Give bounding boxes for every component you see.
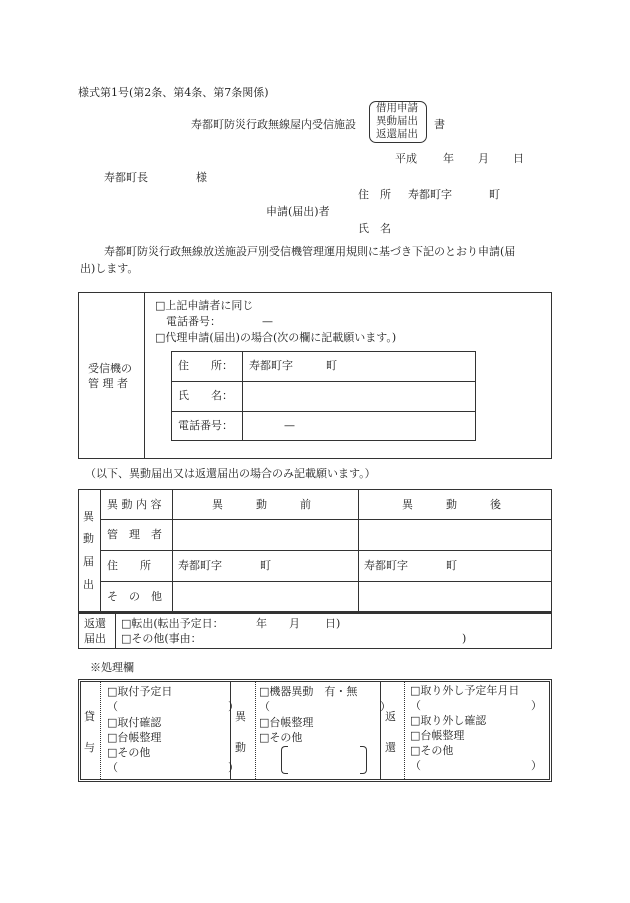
proxy-address-town: 町 bbox=[326, 359, 337, 372]
move-bracket-right bbox=[360, 746, 367, 774]
processing-title: ※処理欄 bbox=[90, 661, 134, 674]
date-month: 月 bbox=[478, 152, 489, 165]
manager-phone-label: 電話番号： bbox=[166, 315, 221, 328]
proxy-phone-label: 電話番号： bbox=[178, 419, 233, 432]
row-address: 住 所 bbox=[107, 559, 151, 572]
move-other[interactable]: □その他 bbox=[259, 731, 303, 744]
option-proxy[interactable]: □代理申請(届出)の場合(次の欄に記載願います。) bbox=[155, 331, 397, 344]
option-same-as-applicant[interactable]: □上記申請者に同じ bbox=[155, 299, 254, 312]
change-side-4: 出 bbox=[83, 578, 94, 591]
option-move-out[interactable]: □転出(転出予定日： bbox=[121, 617, 224, 630]
move-equipment[interactable]: □機器異動 有・無 bbox=[259, 685, 358, 698]
manager-phone-dash: — bbox=[262, 315, 273, 328]
lend-other[interactable]: □その他 bbox=[107, 746, 151, 759]
address-town: 町 bbox=[489, 188, 500, 201]
title-option-return: 返還届出 bbox=[376, 128, 418, 140]
ret-label-2: 還 bbox=[385, 741, 396, 754]
date-year: 年 bbox=[443, 152, 454, 165]
move-label-1: 異 bbox=[235, 710, 246, 723]
move-equipment-paren: （ ） bbox=[259, 700, 391, 713]
after-town: 町 bbox=[446, 559, 457, 572]
move-ledger[interactable]: □台帳整理 bbox=[259, 716, 314, 729]
ret-removal-date[interactable]: □取り外し予定年月日 bbox=[410, 684, 520, 697]
after-address: 寿都町字 bbox=[364, 559, 408, 572]
ret-ledger[interactable]: □台帳整理 bbox=[410, 729, 465, 742]
manager-label-line2: 管 理 者 bbox=[88, 377, 128, 390]
move-day: 日) bbox=[325, 617, 341, 630]
form-title: 寿都町防災行政無線屋内受信施設 bbox=[191, 118, 356, 131]
ret-label-1: 返 bbox=[385, 710, 396, 723]
lend-install-date[interactable]: □取付予定日 bbox=[107, 685, 173, 698]
body-text-line1: 寿都町防災行政無線放送施設戸別受信機管理運用規則に基づき下記のとおり申請(届 bbox=[104, 245, 516, 258]
lend-ledger[interactable]: □台帳整理 bbox=[107, 731, 162, 744]
col-before: 異 動 前 bbox=[212, 498, 311, 511]
date-day: 日 bbox=[513, 152, 524, 165]
ret-other[interactable]: □その他 bbox=[410, 744, 454, 757]
title-suffix: 書 bbox=[434, 118, 445, 131]
change-side-2: 動 bbox=[83, 532, 94, 545]
form-number: 様式第1号(第2条、第4条、第7条関係) bbox=[78, 86, 269, 99]
col-change-item: 異 動 内 容 bbox=[107, 498, 162, 511]
addressee: 寿都町長 bbox=[104, 171, 148, 184]
proxy-phone-dash: — bbox=[284, 419, 295, 432]
lend-other-paren: （ ） bbox=[107, 761, 239, 774]
proxy-name-label: 氏 名： bbox=[178, 389, 233, 402]
proxy-address-label: 住 所： bbox=[178, 359, 233, 372]
row-manager: 管 理 者 bbox=[107, 528, 162, 541]
col-after: 異 動 後 bbox=[402, 498, 501, 511]
change-side-3: 届 bbox=[83, 555, 94, 568]
return-label-line1: 返還 bbox=[84, 617, 106, 630]
change-side-1: 異 bbox=[83, 510, 94, 523]
move-label-2: 動 bbox=[235, 741, 246, 754]
ret-other-paren: （ ） bbox=[410, 759, 542, 772]
ret-removal-date-paren: （ ） bbox=[410, 699, 542, 712]
title-option-change: 異動届出 bbox=[376, 115, 418, 127]
lend-label-1: 貸 bbox=[84, 710, 95, 723]
return-other-close: ) bbox=[462, 632, 467, 645]
lend-install-confirm[interactable]: □取付確認 bbox=[107, 716, 162, 729]
lend-install-date-paren: （ ） bbox=[107, 700, 239, 713]
body-text-line2: 出)します。 bbox=[80, 262, 139, 275]
lend-label-2: 与 bbox=[84, 741, 95, 754]
before-address: 寿都町字 bbox=[178, 559, 222, 572]
return-label-line2: 届出 bbox=[84, 632, 106, 645]
proxy-address-value: 寿都町字 bbox=[249, 359, 293, 372]
address-value: 寿都町字 bbox=[408, 188, 452, 201]
move-bracket-left bbox=[281, 746, 288, 774]
ret-removal-confirm[interactable]: □取り外し確認 bbox=[410, 714, 487, 727]
addressee-suffix: 様 bbox=[196, 171, 207, 184]
applicant-label: 申請(届出)者 bbox=[266, 205, 330, 218]
move-year: 年 bbox=[256, 617, 267, 630]
move-month: 月 bbox=[289, 617, 300, 630]
row-other: そ の 他 bbox=[107, 590, 162, 603]
manager-label-line1: 受信機の bbox=[88, 362, 132, 375]
name-label: 氏 名 bbox=[358, 222, 391, 235]
title-option-borrow: 借用申請 bbox=[376, 102, 418, 114]
address-label: 住 所 bbox=[358, 188, 391, 201]
before-town: 町 bbox=[260, 559, 271, 572]
option-return-other[interactable]: □その他(事由： bbox=[121, 632, 202, 645]
note-change-return: （以下、異動届出又は返還届出の場合のみ記載願います。） bbox=[85, 467, 376, 480]
date-era: 平成 bbox=[395, 152, 417, 165]
